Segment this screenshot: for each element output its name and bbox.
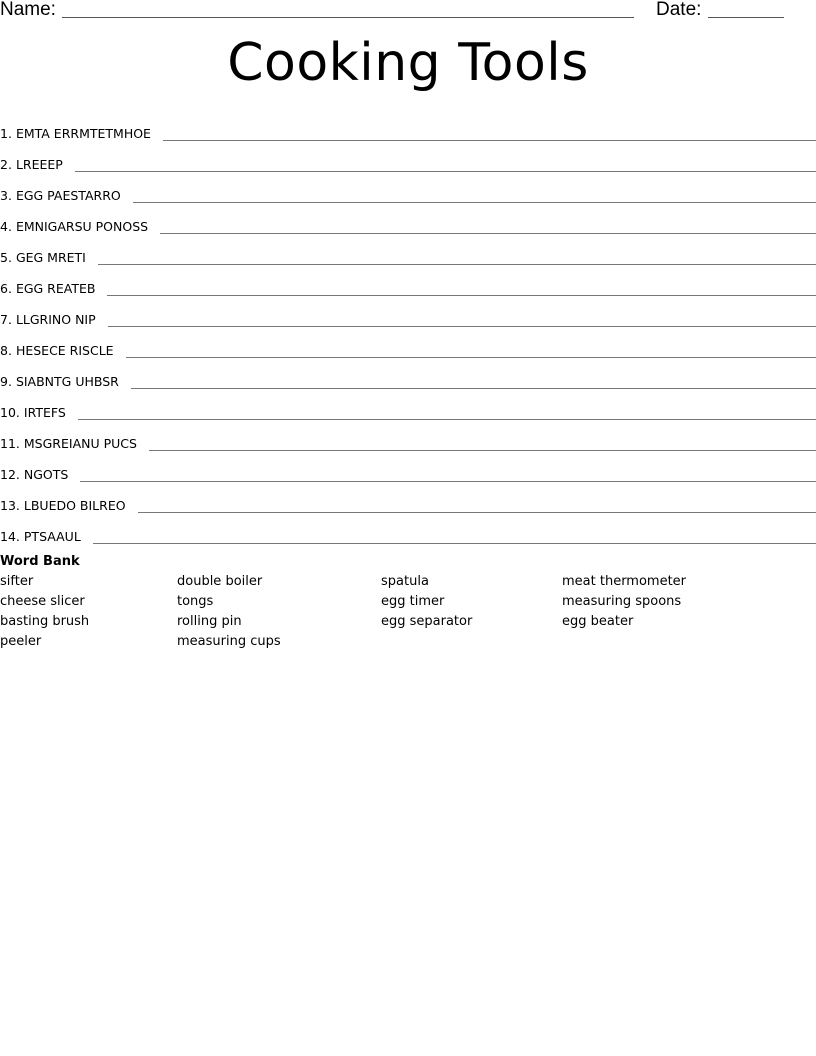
clue-list bbox=[0, 111, 816, 545]
clue-row bbox=[0, 173, 816, 204]
clue-number: 3. bbox=[0, 188, 12, 203]
answer-blank-line[interactable] bbox=[133, 202, 816, 203]
answer-blank-line[interactable] bbox=[75, 171, 816, 172]
answer-blank-line[interactable] bbox=[78, 419, 816, 420]
answer-blank-line[interactable] bbox=[107, 295, 816, 296]
clue-row bbox=[0, 204, 816, 235]
scrambled-word: LREEEP bbox=[15, 157, 63, 172]
word-bank-item: spatula bbox=[381, 574, 429, 589]
clue-number: 1. bbox=[0, 126, 12, 141]
answer-blank-line[interactable] bbox=[80, 481, 816, 482]
scrambled-word: EMTA ERRMTETMHOE bbox=[15, 126, 151, 141]
date-blank-line[interactable] bbox=[708, 17, 784, 18]
clue-row bbox=[0, 266, 816, 297]
answer-blank-line[interactable] bbox=[160, 233, 816, 234]
word-bank-item: basting brush bbox=[0, 614, 90, 629]
clue-number: 5. bbox=[0, 250, 12, 265]
scrambled-word: PTSAAUL bbox=[23, 529, 81, 544]
clue-row bbox=[0, 235, 816, 266]
clue-number: 8. bbox=[0, 343, 12, 358]
clue-row bbox=[0, 483, 816, 514]
answer-blank-line[interactable] bbox=[98, 264, 816, 265]
scrambled-word: NGOTS bbox=[23, 467, 69, 482]
date-label: Date: bbox=[656, 0, 702, 20]
scrambled-word: SIABNTG UHBSR bbox=[15, 374, 119, 389]
clue-number: 10. bbox=[0, 405, 20, 420]
clue-number: 13. bbox=[0, 498, 20, 513]
scrambled-word: EGG PAESTARRO bbox=[15, 188, 121, 203]
word-bank-title: Word Bank bbox=[0, 554, 80, 569]
answer-blank-line[interactable] bbox=[131, 388, 816, 389]
word-bank-item: double boiler bbox=[177, 574, 263, 589]
clue-number: 9. bbox=[0, 374, 12, 389]
answer-blank-line[interactable] bbox=[149, 450, 816, 451]
clue-row bbox=[0, 514, 816, 545]
clue-row bbox=[0, 297, 816, 328]
word-bank-item: measuring cups bbox=[177, 634, 281, 649]
scrambled-word: EMNIGARSU PONOSS bbox=[15, 219, 149, 234]
scrambled-word: HESECE RISCLE bbox=[15, 343, 114, 358]
clue-row bbox=[0, 142, 816, 173]
scrambled-word: LBUEDO BILREO bbox=[23, 498, 126, 513]
clue-row bbox=[0, 390, 816, 421]
word-bank-item: egg separator bbox=[381, 614, 473, 629]
word-bank-item: egg beater bbox=[562, 614, 634, 629]
answer-blank-line[interactable] bbox=[163, 140, 816, 141]
word-bank-item: egg timer bbox=[381, 594, 445, 609]
clue-row bbox=[0, 421, 816, 452]
word-bank bbox=[0, 553, 816, 656]
clue-row bbox=[0, 359, 816, 390]
name-label: Name: bbox=[0, 0, 56, 20]
scrambled-word: IRTEFS bbox=[23, 405, 66, 420]
clue-number: 4. bbox=[0, 219, 12, 234]
answer-blank-line[interactable] bbox=[138, 512, 816, 513]
scrambled-word: EGG REATEB bbox=[15, 281, 96, 296]
word-bank-item: cheese slicer bbox=[0, 594, 85, 609]
clue-number: 2. bbox=[0, 157, 12, 172]
word-bank-item: meat thermometer bbox=[562, 574, 687, 589]
word-bank-item: sifter bbox=[0, 574, 34, 589]
scrambled-word: GEG MRETI bbox=[15, 250, 86, 265]
clue-number: 6. bbox=[0, 281, 12, 296]
clue-number: 11. bbox=[0, 436, 20, 451]
answer-blank-line[interactable] bbox=[108, 326, 816, 327]
answer-blank-line[interactable] bbox=[93, 543, 816, 544]
scrambled-word: LLGRINO NIP bbox=[15, 312, 96, 327]
clue-number: 12. bbox=[0, 467, 20, 482]
page-title: Cooking Tools bbox=[227, 33, 589, 93]
header-row bbox=[0, 0, 816, 22]
answer-blank-line[interactable] bbox=[126, 357, 816, 358]
word-bank-item: measuring spoons bbox=[562, 594, 682, 609]
scrambled-word: MSGREIANU PUCS bbox=[23, 436, 137, 451]
clue-number: 7. bbox=[0, 312, 12, 327]
name-blank-line[interactable] bbox=[62, 17, 634, 18]
clue-row bbox=[0, 111, 816, 142]
word-bank-item: tongs bbox=[177, 594, 214, 609]
word-bank-item: peeler bbox=[0, 634, 42, 649]
clue-row bbox=[0, 328, 816, 359]
clue-number: 14. bbox=[0, 529, 20, 544]
word-bank-item: rolling pin bbox=[177, 614, 242, 629]
clue-row bbox=[0, 452, 816, 483]
word-bank-grid bbox=[0, 572, 816, 656]
